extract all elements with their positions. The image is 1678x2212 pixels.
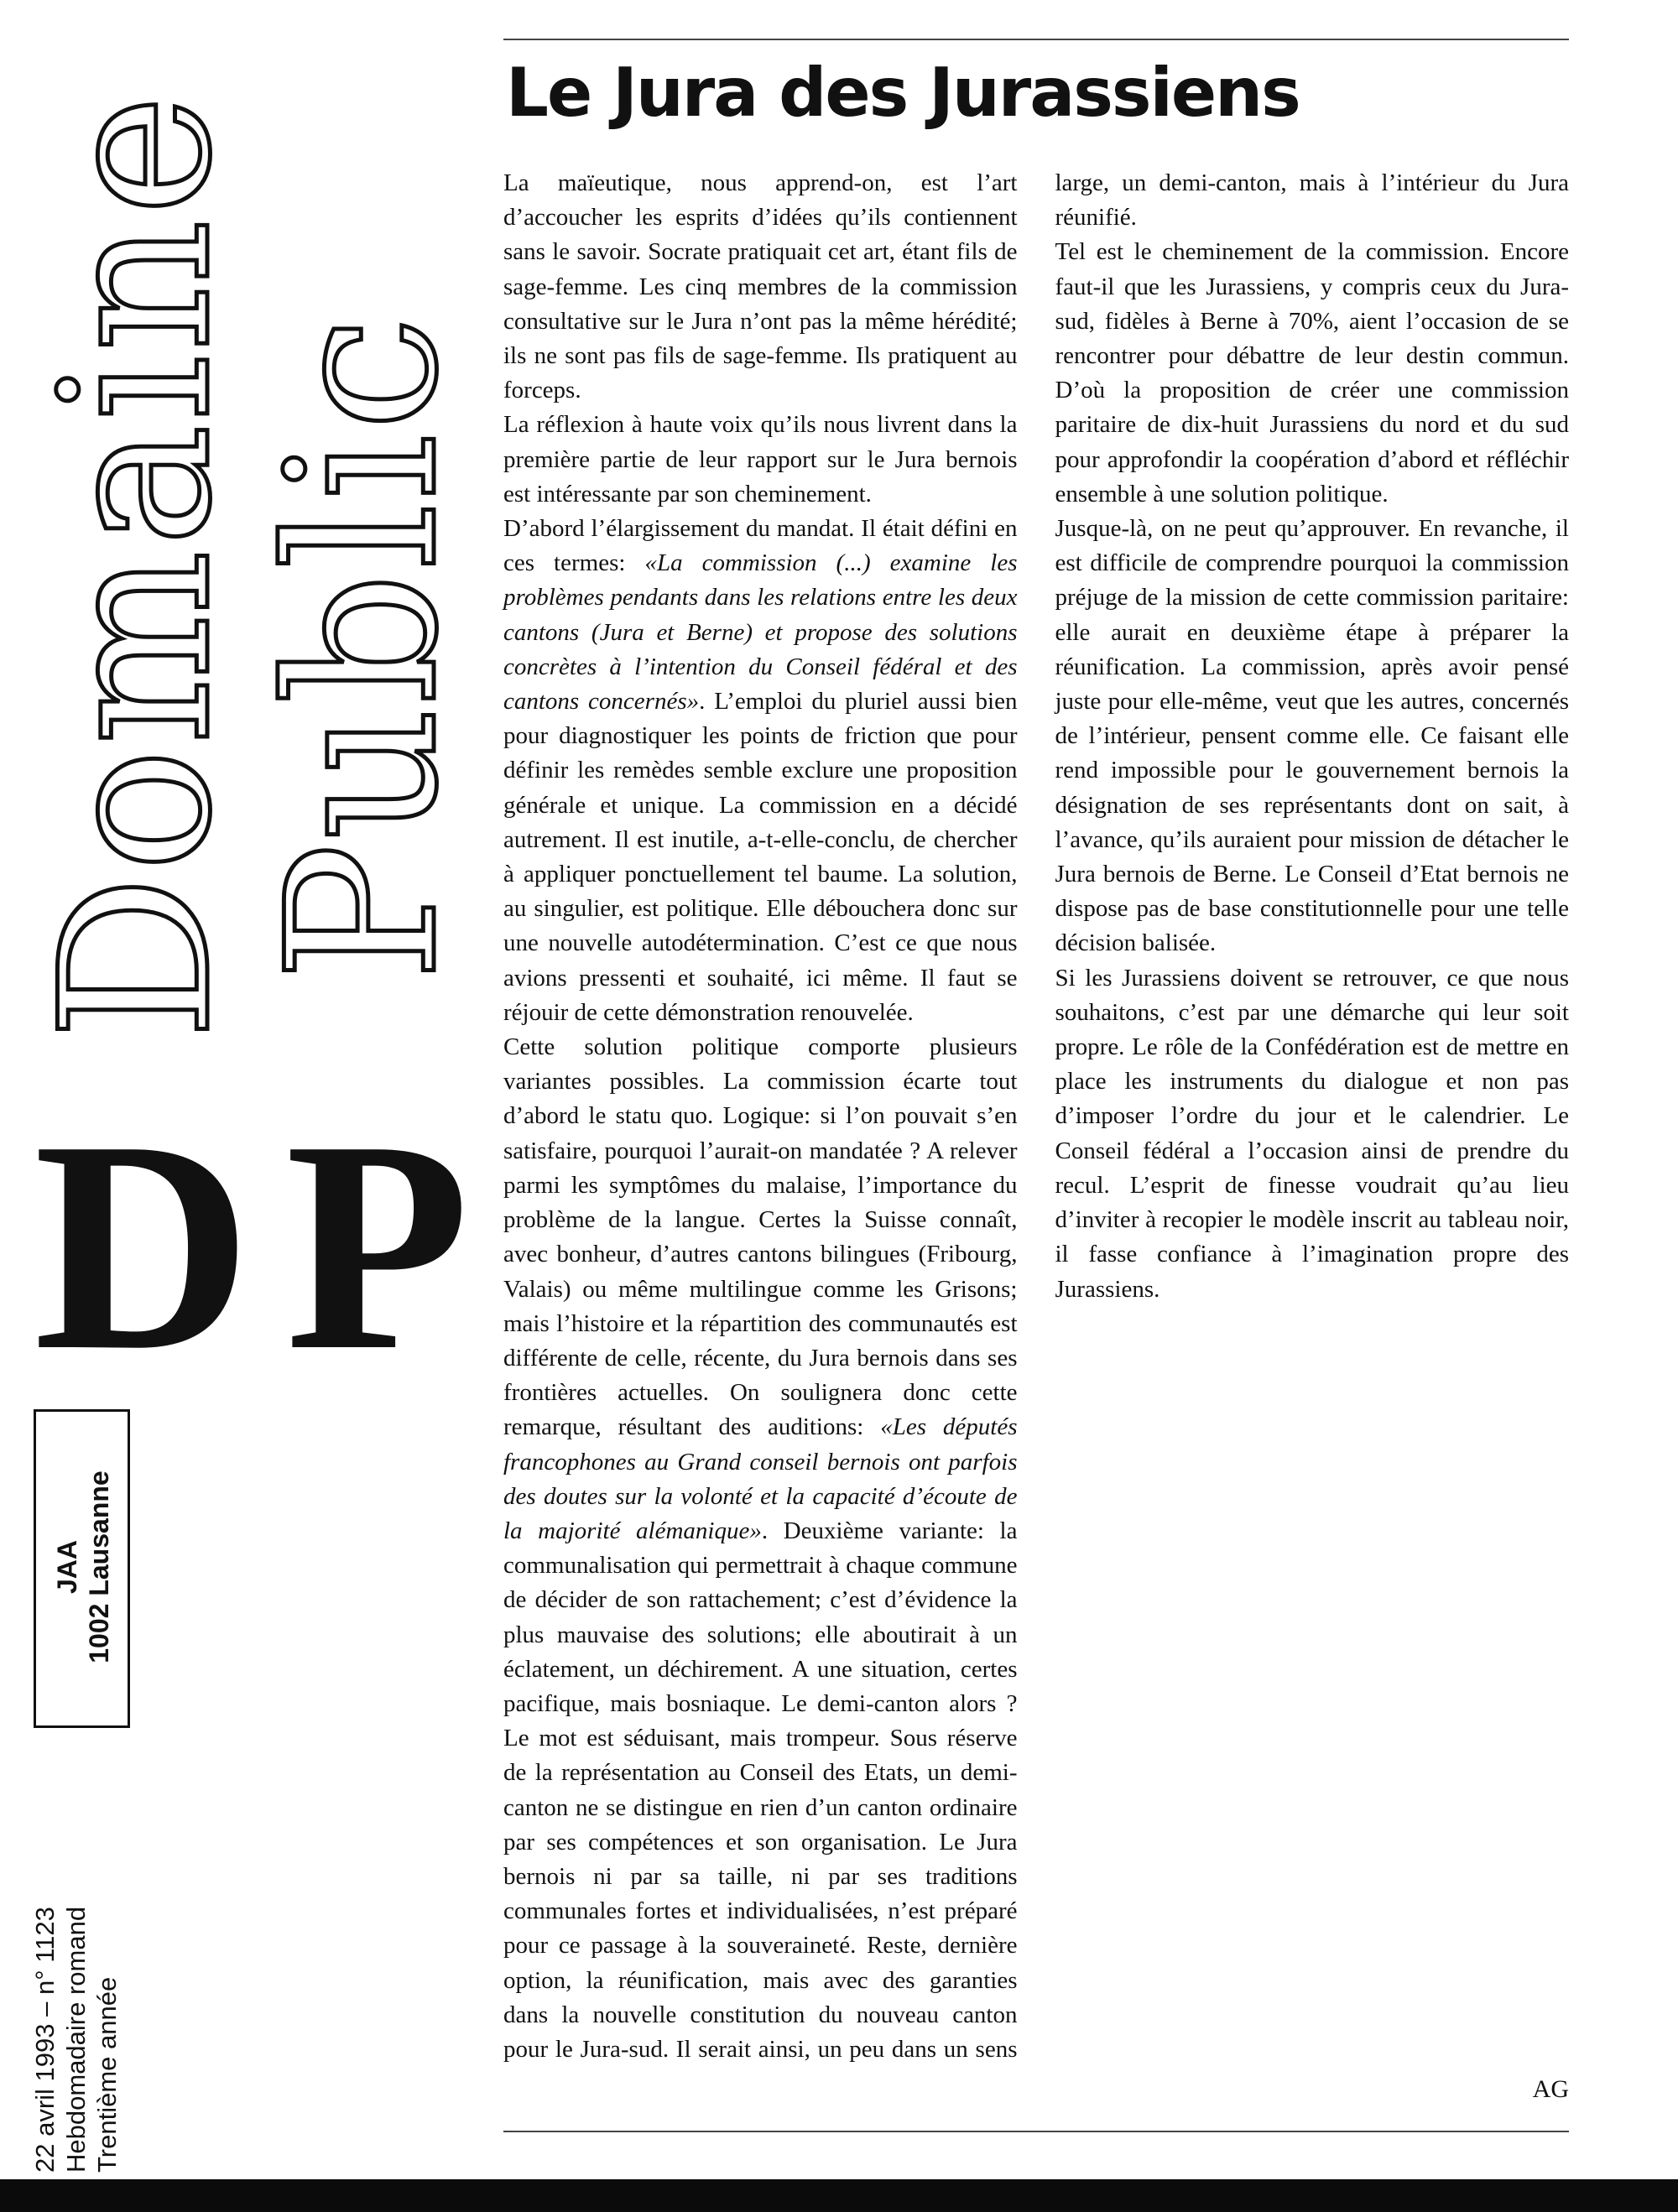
masthead-title-public: Public [243,312,482,981]
issue-year: Trentième année [92,1976,122,2173]
postal-line-city: 1002 Lausanne [84,1470,114,1663]
paragraph-text: Jusque-là, on ne peut qu’approuver. En revanche, il est difficile de comprendre pourquoi la commission préjuge de la mission de cette commission paritaire: elle aurait en deuxième étape à préparer la réunification. La commission, après avoir pensé juste pour elle-même, veut que les autres, concernés de l’intérieur, pensent comme elle. Ce faisant elle rend impossible pour le gouvernement bernois la désignation de ses représentants dont on sait, à l’avance, qu’ils auraient pour mission de détacher le Jura bernois de Berne. Le Conseil d’Etat bernois ne dispose pas de base constitutionnelle pour une telle décision balisée. [1055,515,1569,957]
paragraph-text: Si les Jurassiens doivent se retrouver, ce que nous souhaitons, c’est par une démarche qui leur soit propre. Le rôle de la Confédération est de mettre en place les instruments du dialogue et non pas d’imposer l’ordre du jour et le calendrier. Le Conseil fédéral a l’occasion ainsi de prendre du recul. L’esprit de finesse voudrait qu’au lieu d’inviter à recopier le modèle inscrit au tableau noir, il fasse confiance à l’imagination propre des Jurassiens. [1055,964,1569,1303]
bottom-bar [0,2179,1678,2212]
article-paragraph [1055,235,1570,512]
paragraph-text: Tel est le cheminement de la commission. Encore faut-il que les Jurassiens, y compris ceux du Jura-sud, fidèles à Berne à 70%, aient l’occasion de se rencontrer pour débattre de leur destin commun. D’où la proposition de créer une commission paritaire de dix-huit Jurassiens du nord et du sud pour approfondir la coopération d’abord et réfléchir ensemble à une solution politique. [1055,238,1569,507]
article-paragraph [503,512,1018,1030]
article-paragraph [503,166,1018,408]
issue-periodicity: Hebdomadaire romand [61,1906,91,2173]
top-rule [503,39,1569,40]
paragraph-text: . L’emploi du pluriel aussi bien pour diagnostiquer les points de friction que pour définir les remèdes semble exclure une proposition générale et unique. La commission en a décidé autrement. Il est inutile, a-t-elle-conclu, de chercher à appliquer ponctuellement tel baume. La solution, au singulier, est politique. Elle débouchera donc sur une nouvelle autodétermination. C’est ce que nous avions pressenti et souhaité, ici même. Il faut se réjouir de cette démonstration renouvelée. [503,688,1018,1026]
masthead-initials: DP [34,1078,503,1413]
paragraph-text: D’abord l’élargissement du mandat. Il était défini en ces termes: [503,515,1018,577]
masthead-title-domaine: Domaine [17,91,256,1040]
postal-box [34,1409,130,1728]
issue-info [29,1736,122,2173]
masthead [17,34,503,2173]
postal-line-jaa: JAA [52,1540,82,1595]
article-paragraph [1055,961,1570,1307]
article-paragraph [1055,512,1570,961]
paragraph-text: Cette solution politique comporte plusieurs variantes possibles. La commission écarte tout d’abord le statu quo. Logique: si l’on pouvait s’en satisfaire, pourquoi l’aurait-on mandatée ? A relever parmi les symptômes du malaise, l’importance du problème de la langue. Certes la Suisse connaît, avec bonheur, d’autres cantons bilingues (Fribourg, Valais) ou même multilingue comme les Grisons; mais l’histoire et la répartition des communautés est différente de celle, récente, du Jura bernois dans ses frontières actuelles. On soulignera donc cette remarque, résultant des auditions: [503,1033,1018,1441]
quoted-passage: «Les députés francophones au Grand conseil bernois ont parfois des doutes sur la volonté et la capacité d’écoute de la majorité alémanique» [503,1413,1018,1544]
paragraph-text: La maïeutique, nous apprend-on, est l’art d’accoucher les esprits d’idées qu’ils contiennent sans le savoir. Socrate pratiquait cet art, étant fils de sage-femme. Les cinq membres de la commission consultative sur le Jura n’ont pas la même hérédité; ils ne sont pas fils de sage-femme. Ils pratiquent au forceps. [503,169,1018,404]
article-body [503,166,1569,2095]
article-signature: AG [1532,2075,1569,2103]
article-paragraph [503,408,1018,512]
issue-date-number: 22 avril 1993 – n° 1123 [30,1907,60,2173]
quoted-passage: «La commission (...) examine les problèmes pendants dans les relations entre les deux cantons (Jura et Berne) et propose des solutions concrètes à l’intention du Conseil fédéral et des cantons concernés» [503,549,1018,716]
postal-text [51,1429,115,1705]
bottom-rule [503,2131,1569,2132]
paragraph-text: La réflexion à haute voix qu’ils nous livrent dans la première partie de leur rapport sur le Jura bernois est intéressante par son cheminement. [503,411,1018,507]
paragraph-text: . Deuxième variante: la communalisation qui permettrait à chaque commune de décider de son rattachement; c’est d’évidence la plus mauvaise des solutions; elle aboutirait à un éclatement, un déchirement. A une situation, certes pacifique, mais bosniaque. Le demi-canton alors ? Le mot est séduisant, mais trompeur. Sous réserve de la représentation au Conseil des Etats, un demi-canton ne se distingue en rien d’un canton ordinaire par ses compétences et son organisation. Le Jura bernois ni par sa taille, ni par ses traditions communales fortes et individualisées, n’est préparé pour ce passage à la souveraineté. Reste, dernière option, la réunification, mais avec des garanties dans la nouvelle constitution du nouveau canton pour le Jura-sud. Il serait ainsi, un peu dans un sens large, un demi-canton, mais à l’intérieur du Jura réunifié. [503,169,1569,2063]
article-headline: Le Jura des Jurassiens [506,54,1300,132]
